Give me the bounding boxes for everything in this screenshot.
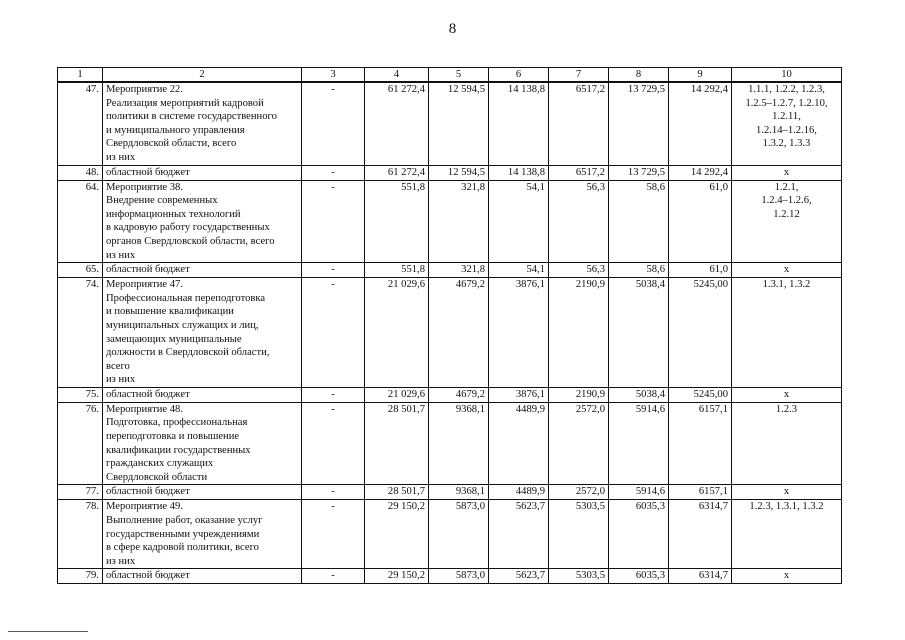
amount-cell: 5914,6 [609,485,669,500]
row-number-cell: 48. [58,165,103,180]
target-indicator-line: 1.2.4–1.2.6, [761,195,812,207]
column-3-cell: - [302,180,365,263]
activity-name-line: из них [106,151,136,163]
activity-name-cell [103,278,302,388]
activity-name-cell [103,402,302,485]
activity-name-line: из них [106,249,136,261]
column-3-cell: - [302,263,365,278]
column-header: 1 [58,68,103,83]
amount-cell: 21 029,6 [365,278,429,388]
activity-name-cell [103,485,302,500]
row-number-cell: 78. [58,500,103,569]
column-header: 8 [609,68,669,83]
amount-cell: 56,3 [549,263,609,278]
amount-cell: 14 138,8 [489,82,549,165]
budget-source-row [58,165,842,180]
row-number-cell: 65. [58,263,103,278]
amount-cell: 551,8 [365,180,429,263]
amount-cell: 6517,2 [549,82,609,165]
row-number-cell: 47. [58,82,103,165]
amount-cell: 6517,2 [549,165,609,180]
amount-cell: 4489,9 [489,402,549,485]
column-3-cell: - [302,165,365,180]
amount-cell: 5914,6 [609,402,669,485]
column-header: 7 [549,68,609,83]
amount-cell: 12 594,5 [429,165,489,180]
amount-cell: 6035,3 [609,569,669,584]
amount-cell: 14 292,4 [669,165,732,180]
amount-cell: 5303,5 [549,569,609,584]
amount-cell: 61 272,4 [365,165,429,180]
activity-name-line: всего [106,360,130,372]
column-3-cell: - [302,500,365,569]
activity-name-line: Мероприятие 22. [106,84,183,95]
activity-name-line: Внедрение современных [106,195,218,207]
amount-cell: 321,8 [429,180,489,263]
activity-name-line: из них [106,374,136,386]
activity-name-cell [103,500,302,569]
column-header: 6 [489,68,549,83]
target-indicators-cell [732,485,842,500]
activity-name-line: и повышение квалификации [106,306,234,318]
activity-row [58,180,842,263]
activity-row [58,82,842,165]
target-indicators-cell [732,278,842,388]
amount-cell: 56,3 [549,180,609,263]
activity-name-line: областной бюджет [106,388,190,400]
budget-source-row [58,387,842,402]
amount-cell: 2572,0 [549,485,609,500]
activity-name-line: переподготовка и повышение [106,431,240,443]
activity-name-line: областной бюджет [106,486,190,498]
amount-cell: 61 272,4 [365,82,429,165]
column-header: 10 [732,68,842,83]
activity-name-line: областной бюджет [106,570,190,582]
activity-row [58,278,842,388]
amount-cell: 5623,7 [489,569,549,584]
amount-cell: 5245,00 [669,387,732,402]
column-header: 9 [669,68,732,83]
column-3-cell: - [302,278,365,388]
amount-cell: 14 292,4 [669,82,732,165]
amount-cell: 321,8 [429,263,489,278]
target-indicators-cell [732,180,842,263]
activity-name-line: Свердловской области, всего [106,138,237,150]
amount-cell: 9368,1 [429,402,489,485]
activity-name-line: и муниципального управления [106,124,245,136]
budget-source-row [58,485,842,500]
amount-cell: 4489,9 [489,485,549,500]
amount-cell: 13 729,5 [609,82,669,165]
activity-name-line: гражданских служащих [106,458,214,470]
activity-name-line: информационных технологий [106,208,241,220]
activity-name-cell [103,82,302,165]
activity-name-line: Мероприятие 48. [106,403,183,415]
program-activities-table [57,67,842,584]
column-header: 5 [429,68,489,83]
amount-cell: 28 501,7 [365,402,429,485]
amount-cell: 3876,1 [489,278,549,388]
activity-name-line: областной бюджет [106,166,190,178]
amount-cell: 14 138,8 [489,165,549,180]
column-3-cell: - [302,485,365,500]
amount-cell: 58,6 [609,180,669,263]
amount-cell: 5038,4 [609,278,669,388]
activity-name-line: квалификации государственных [106,444,251,456]
amount-cell: 5873,0 [429,500,489,569]
amount-cell: 551,8 [365,263,429,278]
amount-cell: 5873,0 [429,569,489,584]
column-3-cell: - [302,82,365,165]
target-indicator-line: x [783,570,790,582]
amount-cell: 5623,7 [489,500,549,569]
amount-cell: 61,0 [669,263,732,278]
activity-name-cell [103,180,302,263]
column-3-cell: - [302,569,365,584]
activity-name-line: Реализация мероприятий кадровой [106,97,264,109]
column-3-cell: - [302,402,365,485]
activity-name-line: Профессиональная переподготовка [106,292,266,304]
target-indicator-line: 1.3.1, 1.3.2 [762,279,811,291]
activity-name-line: государственными учреждениями [106,528,260,540]
amount-cell: 13 729,5 [609,165,669,180]
amount-cell: 6035,3 [609,500,669,569]
budget-source-row [58,569,842,584]
amount-cell: 9368,1 [429,485,489,500]
activity-name-cell [103,569,302,584]
activity-name-cell [103,263,302,278]
row-number-cell: 64. [58,180,103,263]
target-indicator-line: 1.3.2, 1.3.3 [762,138,811,150]
target-indicator-line: x [783,486,790,498]
column-header: 3 [302,68,365,83]
activity-name-line: муниципальных служащих и лиц, [106,319,259,331]
target-indicator-line: 1.2.5–1.2.7, 1.2.10, [745,97,828,109]
activity-name-line: органов Свердловской области, всего [106,235,275,247]
row-number-cell: 75. [58,387,103,402]
target-indicator-line: x [783,388,790,400]
amount-cell: 6314,7 [669,569,732,584]
activity-name-line: областной бюджет [106,264,190,276]
amount-cell: 28 501,7 [365,485,429,500]
activity-name-line: Подготовка, профессиональная [106,417,248,429]
amount-cell: 5038,4 [609,387,669,402]
column-header: 2 [103,68,302,83]
activity-name-line: Свердловской области [106,471,208,483]
table-body [58,68,842,584]
target-indicator-line: 1.2.3, 1.3.1, 1.3.2 [749,501,824,513]
amount-cell: 2572,0 [549,402,609,485]
activity-name-line: Мероприятие 49. [106,501,183,513]
amount-cell: 2190,9 [549,387,609,402]
activity-row [58,500,842,569]
amount-cell: 21 029,6 [365,387,429,402]
target-indicators-cell [732,387,842,402]
amount-cell: 4679,2 [429,387,489,402]
target-indicators-cell [732,402,842,485]
activity-name-line: Мероприятие 47. [106,279,183,291]
target-indicator-line: 1.1.1, 1.2.2, 1.2.3, [748,84,825,95]
activity-name-cell [103,387,302,402]
amount-cell: 4679,2 [429,278,489,388]
amount-cell: 29 150,2 [365,569,429,584]
amount-cell: 12 594,5 [429,82,489,165]
amount-cell: 2190,9 [549,278,609,388]
amount-cell: 61,0 [669,180,732,263]
amount-cell: 5303,5 [549,500,609,569]
row-number-cell: 77. [58,485,103,500]
activity-name-line: из них [106,555,136,567]
row-number-cell: 76. [58,402,103,485]
target-indicator-line: x [783,166,790,178]
activity-name-line: должности в Свердловской области, [106,347,270,359]
activity-row [58,402,842,485]
target-indicator-line: 1.2.1, [774,181,799,193]
target-indicators-cell [732,569,842,584]
footnote-separator [8,631,88,632]
row-number-cell: 79. [58,569,103,584]
table-header-row [58,68,842,83]
amount-cell: 6157,1 [669,485,732,500]
target-indicator-line: 1.2.3 [775,403,798,415]
activity-name-line: Мероприятие 38. [106,181,183,193]
activity-name-cell [103,165,302,180]
target-indicator-line: 1.2.14–1.2.16, [756,124,817,136]
activity-name-line: политики в системе государственного [106,111,277,123]
row-number-cell: 74. [58,278,103,388]
target-indicator-line: x [783,264,790,276]
column-3-cell: - [302,387,365,402]
activity-name-line: в сфере кадровой политики, всего [106,542,259,554]
amount-cell: 6157,1 [669,402,732,485]
amount-cell: 3876,1 [489,387,549,402]
column-header: 4 [365,68,429,83]
budget-source-row [58,263,842,278]
page-number: 8 [448,21,457,37]
target-indicator-line: 1.2.11, [772,111,801,123]
amount-cell: 29 150,2 [365,500,429,569]
amount-cell: 5245,00 [669,278,732,388]
target-indicators-cell [732,82,842,165]
amount-cell: 54,1 [489,180,549,263]
target-indicators-cell [732,165,842,180]
target-indicator-line: 1.2.12 [773,208,800,220]
amount-cell: 6314,7 [669,500,732,569]
target-indicators-cell [732,500,842,569]
activity-name-line: в кадровую работу государственных [106,222,270,234]
amount-cell: 54,1 [489,263,549,278]
amount-cell: 58,6 [609,263,669,278]
activity-name-line: Выполнение работ, оказание услуг [106,515,263,527]
target-indicators-cell [732,263,842,278]
activity-name-line: замещающих муниципальные [106,333,242,345]
